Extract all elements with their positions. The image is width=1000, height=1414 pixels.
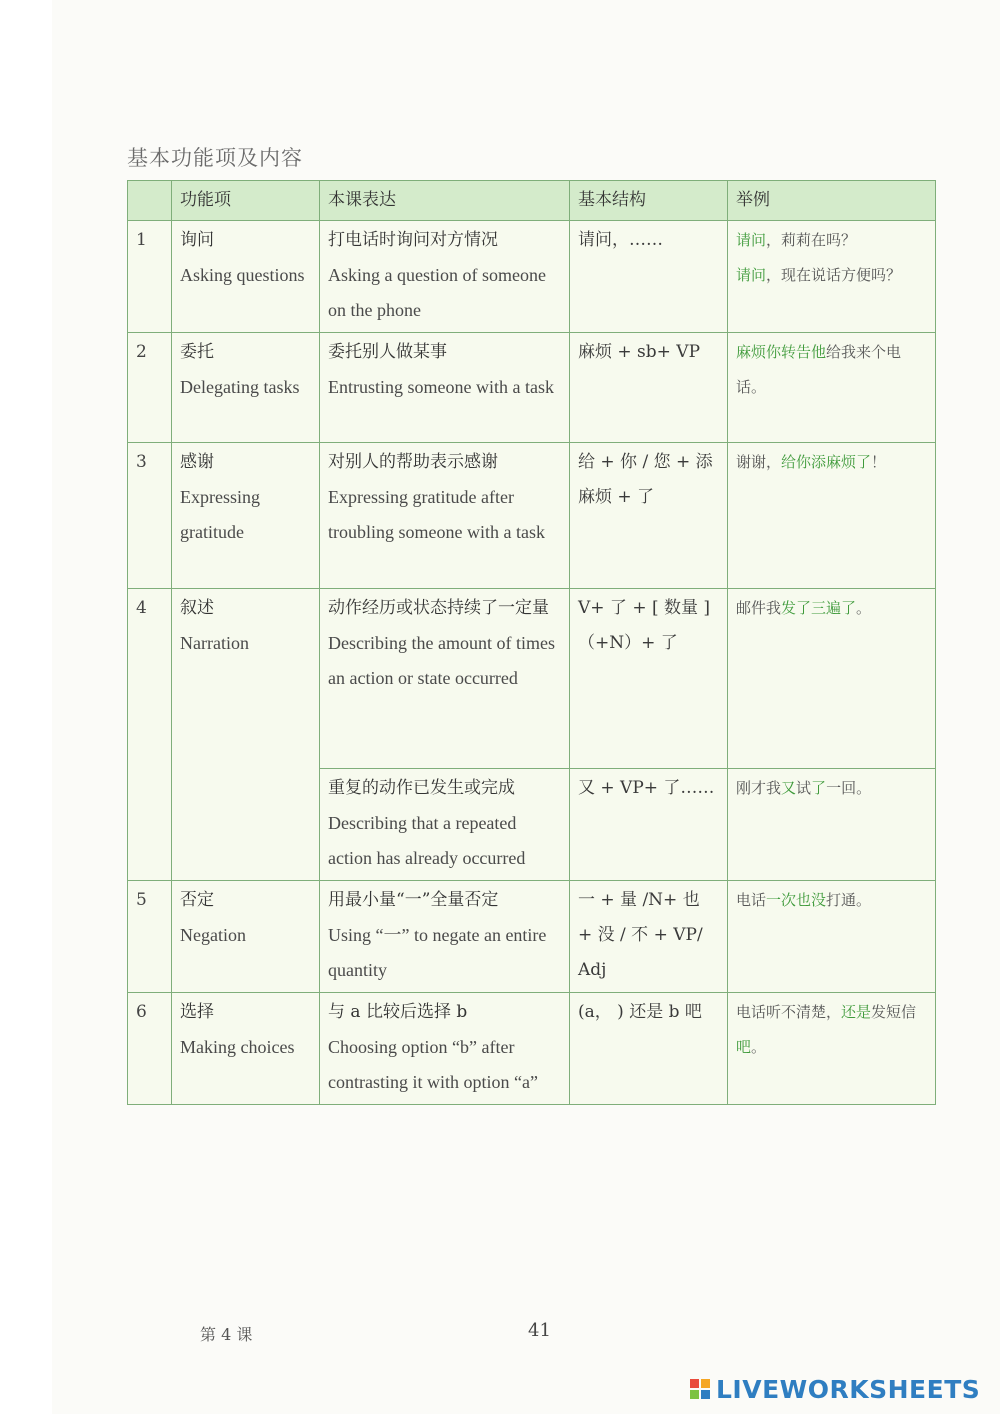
expression-en: Asking a question of someone on the phone [328,265,546,320]
logo-square [690,1379,699,1388]
expression-cell [320,589,570,769]
expression-zh: 打电话时询问对方情况 [328,230,498,250]
function-en: Making choices [180,1037,295,1057]
expression-zh: 用最小量“一”全量否定 [328,890,499,910]
function-en: Delegating tasks [180,377,300,397]
expression-cell [320,443,570,589]
example-text: 电话听不清楚， [736,1003,842,1021]
structure-cell: 一 + 量 /N+ 也 + 没 / 不 + VP/ Adj [570,881,728,993]
function-cell [172,881,320,993]
header-expression: 本课表达 [320,181,570,221]
expression-zh: 动作经历或状态持续了一定量 [328,598,549,618]
example-cell [728,333,936,443]
liveworksheets-brand[interactable] [690,1374,980,1404]
row-number: 4 [128,589,172,881]
function-cell [172,993,320,1105]
logo-square [690,1390,699,1399]
expression-en: Choosing option “b” after contrasting it with option “a” [328,1037,538,1092]
section-title: 基本功能项及内容 [127,146,303,170]
expression-en: Entrusting someone with a task [328,377,554,397]
function-cell [172,221,320,333]
page-number: 41 [528,1320,551,1341]
example-highlight: 又 [781,779,797,797]
lesson-label: 第 4 课 [200,1325,253,1344]
brand-text: LIVEWORKSHEETS [716,1374,981,1404]
function-en: Asking questions [180,265,305,285]
example-highlight: 还是 [841,1003,872,1021]
expression-en: Using “一” to negate an entire quantity [328,925,547,980]
structure-cell: 请问，…… [570,221,728,333]
logo-square [701,1379,710,1388]
example-cell [728,769,936,881]
table-row [128,221,936,333]
table-row [128,333,936,443]
structure-cell: 麻烦 + sb+ VP [570,333,728,443]
example-text: 邮件我 [736,599,782,617]
function-cell [172,443,320,589]
row-number: 2 [128,333,172,443]
function-zh: 否定 [180,890,214,910]
expression-cell [320,333,570,443]
example-text: 刚才我 [736,779,782,797]
example-text: ，莉莉在吗？ [766,231,857,249]
example-text: 一回。 [826,779,872,797]
expression-zh: 对别人的帮助表示感谢 [328,452,498,472]
example-highlight: 发了三遍了 [781,599,857,617]
example-text: 电话 [736,891,767,909]
expression-cell [320,881,570,993]
header-function: 功能项 [172,181,320,221]
example-text: 试 [796,779,812,797]
function-table [127,180,936,1105]
scan-margin [0,0,53,1414]
expression-en: Describing that a repeated action has already occurred [328,813,526,868]
function-en: Expressing gratitude [180,487,260,542]
table-row [128,589,936,769]
liveworksheets-logo-icon [690,1379,710,1399]
function-zh: 委托 [180,342,214,362]
function-cell [172,589,320,881]
example-highlight: 了 [811,779,827,797]
structure-cell: V+ 了 + [ 数量 ]（+N）+ 了 [570,589,728,769]
function-cell [172,333,320,443]
row-number: 3 [128,443,172,589]
function-zh: 叙述 [180,598,214,618]
header-num [128,181,172,221]
example-highlight: 请问 [736,266,767,284]
table-header-row [128,181,936,221]
function-zh: 感谢 [180,452,214,472]
example-cell [728,221,936,333]
example-text: ！ [871,453,887,471]
example-highlight: 请问 [736,231,767,249]
expression-zh: 委托别人做某事 [328,342,447,362]
row-number: 5 [128,881,172,993]
example-text: 打通。 [826,891,872,909]
example-highlight: 吧 [736,1038,752,1056]
row-number: 6 [128,993,172,1105]
expression-cell [320,993,570,1105]
structure-cell: 又 + VP+ 了…… [570,769,728,881]
expression-zh: 与 a 比较后选择 b [328,1002,468,1022]
function-en: Narration [180,633,249,653]
example-text: 发短信 [871,1003,917,1021]
logo-square [701,1390,710,1399]
expression-en: Expressing gratitude after troubling someone with a task [328,487,545,542]
example-highlight: 给你添麻烦了 [781,453,872,471]
table-row [128,993,936,1105]
structure-cell: 给 + 你 / 您 + 添麻烦 + 了 [570,443,728,589]
example-cell [728,993,936,1105]
example-highlight: 麻烦你转告他 [736,343,827,361]
function-zh: 询问 [180,230,214,250]
expression-cell [320,221,570,333]
table-row [128,881,936,993]
header-structure: 基本结构 [570,181,728,221]
structure-cell: (a， ) 还是 b 吧 [570,993,728,1105]
header-example: 举例 [728,181,936,221]
example-text: 。 [856,599,872,617]
example-text: 给我来个电话。 [736,343,902,396]
example-highlight: 一次也没 [766,891,827,909]
expression-zh: 重复的动作已发生或完成 [328,778,515,798]
example-text: 谢谢， [736,453,782,471]
example-text: 。 [751,1038,767,1056]
function-en: Negation [180,925,246,945]
example-cell [728,443,936,589]
function-zh: 选择 [180,1002,214,1022]
expression-cell [320,769,570,881]
example-text: ，现在说话方便吗？ [766,266,902,284]
example-cell [728,589,936,769]
expression-en: Describing the amount of times an action or state occurred [328,633,555,688]
row-number: 1 [128,221,172,333]
table-row [128,443,936,589]
example-cell [728,881,936,993]
